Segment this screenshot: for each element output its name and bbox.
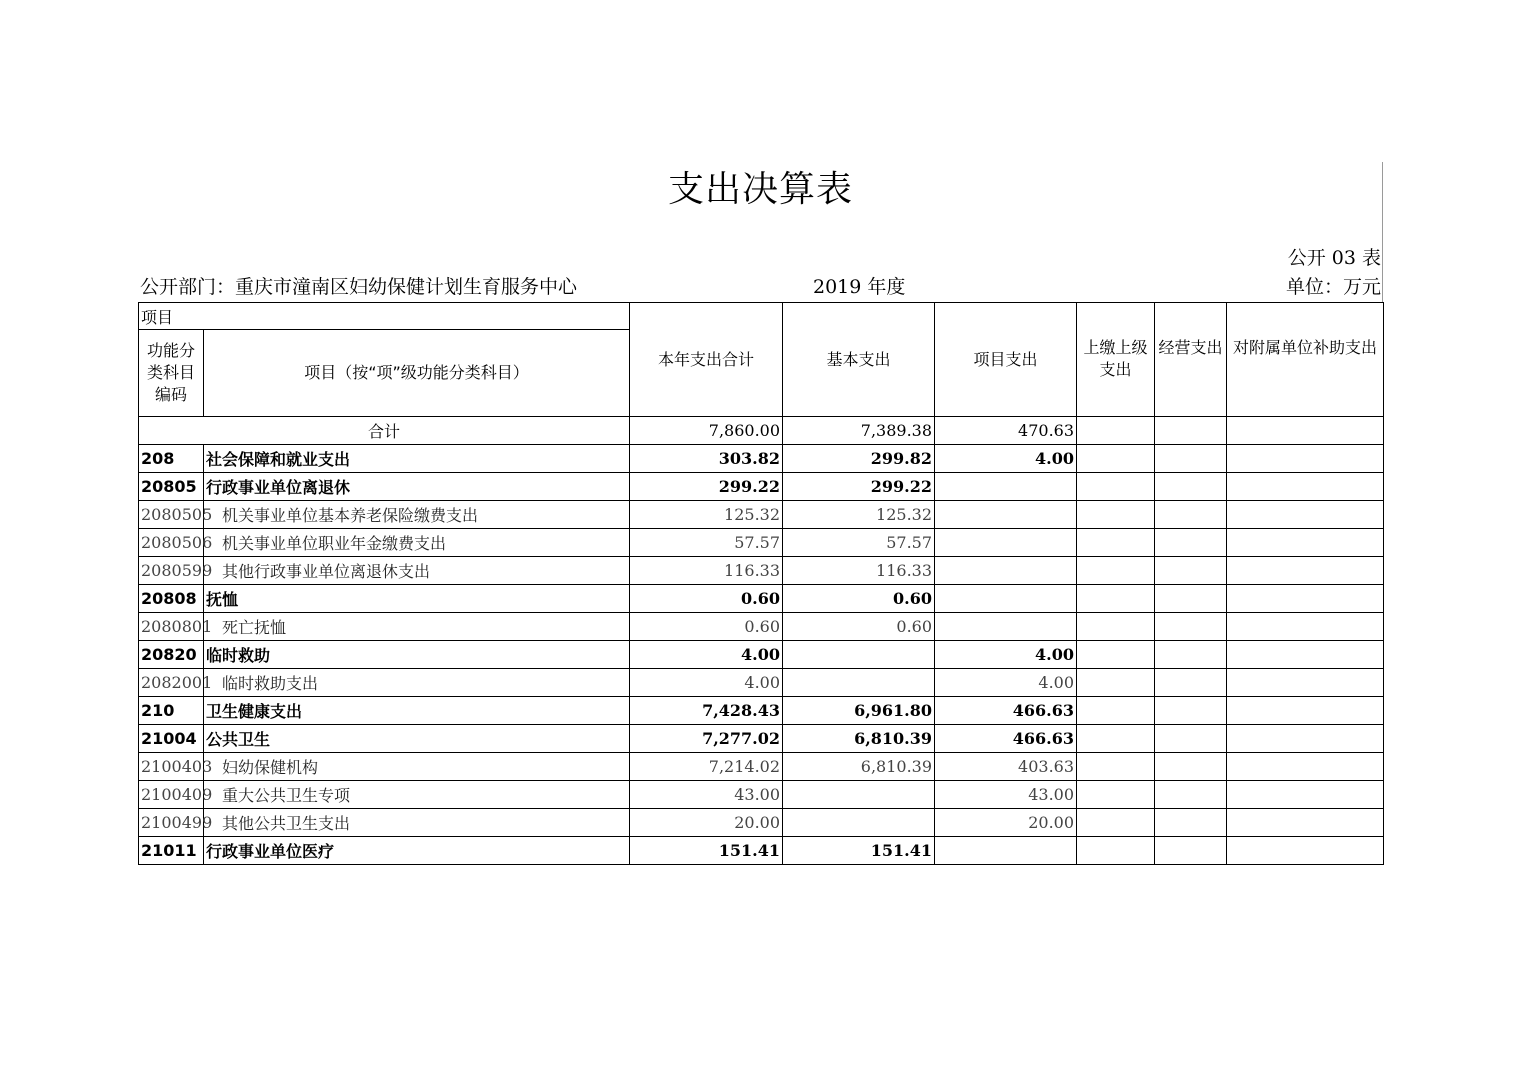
table-row xyxy=(139,809,1384,837)
cell-code: 2080506 xyxy=(139,529,204,557)
cell-name: 临时救助支出 xyxy=(204,669,630,697)
cell-basic xyxy=(783,781,935,809)
cell-project xyxy=(935,585,1077,613)
cell-code: 2080599 xyxy=(139,557,204,585)
cell-basic: 116.33 xyxy=(783,557,935,585)
cell-business xyxy=(1155,501,1227,529)
cell-project xyxy=(935,613,1077,641)
table-body xyxy=(139,303,1384,865)
department-label: 公开部门：重庆市潼南区妇幼保健计划生育服务中心 xyxy=(140,276,578,298)
cell-project: 20.00 xyxy=(935,809,1077,837)
form-number: 公开 03 表 xyxy=(1287,247,1381,269)
fiscal-year: 2019 年度 xyxy=(813,276,906,298)
cell-project xyxy=(935,473,1077,501)
cell-upper xyxy=(1077,697,1155,725)
cell-name: 公共卫生 xyxy=(204,725,630,753)
table-row xyxy=(139,781,1384,809)
cell-code: 20805 xyxy=(139,473,204,501)
cell-project: 43.00 xyxy=(935,781,1077,809)
total-business xyxy=(1155,417,1227,445)
cell-basic: 6,961.80 xyxy=(783,697,935,725)
cell-total: 151.41 xyxy=(630,837,783,865)
cell-business xyxy=(1155,557,1227,585)
cell-business xyxy=(1155,613,1227,641)
cell-project xyxy=(935,501,1077,529)
header-project: 项目支出 xyxy=(935,303,1077,417)
total-label: 合计 xyxy=(139,417,630,445)
cell-project xyxy=(935,557,1077,585)
cell-business xyxy=(1155,809,1227,837)
cell-upper xyxy=(1077,445,1155,473)
header-basic: 基本支出 xyxy=(783,303,935,417)
cell-name: 卫生健康支出 xyxy=(204,697,630,725)
cell-business xyxy=(1155,725,1227,753)
cell-code: 208 xyxy=(139,445,204,473)
total-basic: 7,389.38 xyxy=(783,417,935,445)
cell-name: 死亡抚恤 xyxy=(204,613,630,641)
table-row xyxy=(139,837,1384,865)
cell-subsidy xyxy=(1227,781,1384,809)
cell-business xyxy=(1155,473,1227,501)
cell-subsidy xyxy=(1227,501,1384,529)
cell-upper xyxy=(1077,837,1155,865)
total-subsidy xyxy=(1227,417,1384,445)
cell-upper xyxy=(1077,753,1155,781)
cell-basic xyxy=(783,809,935,837)
cell-total: 125.32 xyxy=(630,501,783,529)
cell-name: 妇幼保健机构 xyxy=(204,753,630,781)
cell-subsidy xyxy=(1227,697,1384,725)
cell-business xyxy=(1155,445,1227,473)
table-row xyxy=(139,613,1384,641)
cell-code: 2080505 xyxy=(139,501,204,529)
header-subsidy: 对附属单位补助支出 xyxy=(1227,303,1384,417)
cell-upper xyxy=(1077,725,1155,753)
cell-business xyxy=(1155,529,1227,557)
cell-business xyxy=(1155,781,1227,809)
cell-basic: 125.32 xyxy=(783,501,935,529)
table-row xyxy=(139,641,1384,669)
header-business: 经营支出 xyxy=(1155,303,1227,417)
cell-code: 2100403 xyxy=(139,753,204,781)
cell-basic: 0.60 xyxy=(783,585,935,613)
cell-upper xyxy=(1077,585,1155,613)
cell-business xyxy=(1155,585,1227,613)
cell-name: 其他行政事业单位离退休支出 xyxy=(204,557,630,585)
cell-upper xyxy=(1077,473,1155,501)
cell-basic: 57.57 xyxy=(783,529,935,557)
cell-basic xyxy=(783,669,935,697)
header-row-1 xyxy=(139,303,1384,330)
cell-project xyxy=(935,529,1077,557)
cell-subsidy xyxy=(1227,529,1384,557)
cell-name: 临时救助 xyxy=(204,641,630,669)
cell-basic: 6,810.39 xyxy=(783,753,935,781)
cell-code: 2100409 xyxy=(139,781,204,809)
cell-total: 116.33 xyxy=(630,557,783,585)
cell-basic: 6,810.39 xyxy=(783,725,935,753)
cell-basic: 299.22 xyxy=(783,473,935,501)
header-upper: 上缴上级支出 xyxy=(1077,303,1155,417)
cell-subsidy xyxy=(1227,473,1384,501)
cell-business xyxy=(1155,641,1227,669)
cell-business xyxy=(1155,753,1227,781)
header-total: 本年支出合计 xyxy=(630,303,783,417)
table-row xyxy=(139,473,1384,501)
cell-code: 20808 xyxy=(139,585,204,613)
cell-subsidy xyxy=(1227,837,1384,865)
table-row xyxy=(139,529,1384,557)
cell-total: 0.60 xyxy=(630,585,783,613)
cell-total: 57.57 xyxy=(630,529,783,557)
cell-project: 403.63 xyxy=(935,753,1077,781)
cell-total: 43.00 xyxy=(630,781,783,809)
table-row xyxy=(139,445,1384,473)
cell-code: 20820 xyxy=(139,641,204,669)
cell-upper xyxy=(1077,557,1155,585)
table-row xyxy=(139,585,1384,613)
cell-upper xyxy=(1077,613,1155,641)
cell-basic: 151.41 xyxy=(783,837,935,865)
header-name: 项目（按“项”级功能分类科目） xyxy=(204,330,630,417)
cell-name: 社会保障和就业支出 xyxy=(204,445,630,473)
table-row xyxy=(139,557,1384,585)
cell-subsidy xyxy=(1227,557,1384,585)
table-row xyxy=(139,725,1384,753)
cell-name: 行政事业单位医疗 xyxy=(204,837,630,865)
cell-code: 2100499 xyxy=(139,809,204,837)
cell-project: 4.00 xyxy=(935,445,1077,473)
cell-name: 机关事业单位职业年金缴费支出 xyxy=(204,529,630,557)
cell-basic: 0.60 xyxy=(783,613,935,641)
page-title: 支出决算表 xyxy=(667,169,853,210)
cell-code: 210 xyxy=(139,697,204,725)
cell-upper xyxy=(1077,529,1155,557)
cell-code: 2080801 xyxy=(139,613,204,641)
cell-name: 抚恤 xyxy=(204,585,630,613)
cell-project: 4.00 xyxy=(935,669,1077,697)
table-row xyxy=(139,501,1384,529)
unit-label: 单位：万元 xyxy=(1285,276,1381,298)
cell-project xyxy=(935,837,1077,865)
cell-project: 466.63 xyxy=(935,725,1077,753)
cell-total: 0.60 xyxy=(630,613,783,641)
cell-code: 21004 xyxy=(139,725,204,753)
cell-code: 2082001 xyxy=(139,669,204,697)
cell-total: 7,428.43 xyxy=(630,697,783,725)
table-row xyxy=(139,669,1384,697)
cell-total: 299.22 xyxy=(630,473,783,501)
cell-upper xyxy=(1077,781,1155,809)
cell-subsidy xyxy=(1227,445,1384,473)
cell-total: 4.00 xyxy=(630,641,783,669)
total-row xyxy=(139,417,1384,445)
cell-subsidy xyxy=(1227,725,1384,753)
cell-business xyxy=(1155,697,1227,725)
cell-name: 重大公共卫生专项 xyxy=(204,781,630,809)
expenditure-table xyxy=(138,302,1384,865)
cell-total: 7,214.02 xyxy=(630,753,783,781)
cell-subsidy xyxy=(1227,613,1384,641)
cell-total: 20.00 xyxy=(630,809,783,837)
cell-subsidy xyxy=(1227,641,1384,669)
cell-upper xyxy=(1077,809,1155,837)
cell-name: 行政事业单位离退休 xyxy=(204,473,630,501)
header-code: 功能分类科目编码 xyxy=(139,330,204,417)
header-item-group: 项目 xyxy=(139,303,630,330)
total-sum: 7,860.00 xyxy=(630,417,783,445)
cell-basic xyxy=(783,641,935,669)
cell-code: 21011 xyxy=(139,837,204,865)
cell-subsidy xyxy=(1227,585,1384,613)
cell-project: 4.00 xyxy=(935,641,1077,669)
table-row xyxy=(139,697,1384,725)
cell-upper xyxy=(1077,669,1155,697)
cell-business xyxy=(1155,837,1227,865)
cell-subsidy xyxy=(1227,669,1384,697)
table-row xyxy=(139,753,1384,781)
cell-total: 7,277.02 xyxy=(630,725,783,753)
total-upper xyxy=(1077,417,1155,445)
cell-total: 4.00 xyxy=(630,669,783,697)
cell-upper xyxy=(1077,641,1155,669)
cell-project: 466.63 xyxy=(935,697,1077,725)
cell-total: 303.82 xyxy=(630,445,783,473)
cell-name: 机关事业单位基本养老保险缴费支出 xyxy=(204,501,630,529)
cell-basic: 299.82 xyxy=(783,445,935,473)
cell-business xyxy=(1155,669,1227,697)
cell-subsidy xyxy=(1227,753,1384,781)
cell-upper xyxy=(1077,501,1155,529)
total-project: 470.63 xyxy=(935,417,1077,445)
cell-name: 其他公共卫生支出 xyxy=(204,809,630,837)
cell-subsidy xyxy=(1227,809,1384,837)
